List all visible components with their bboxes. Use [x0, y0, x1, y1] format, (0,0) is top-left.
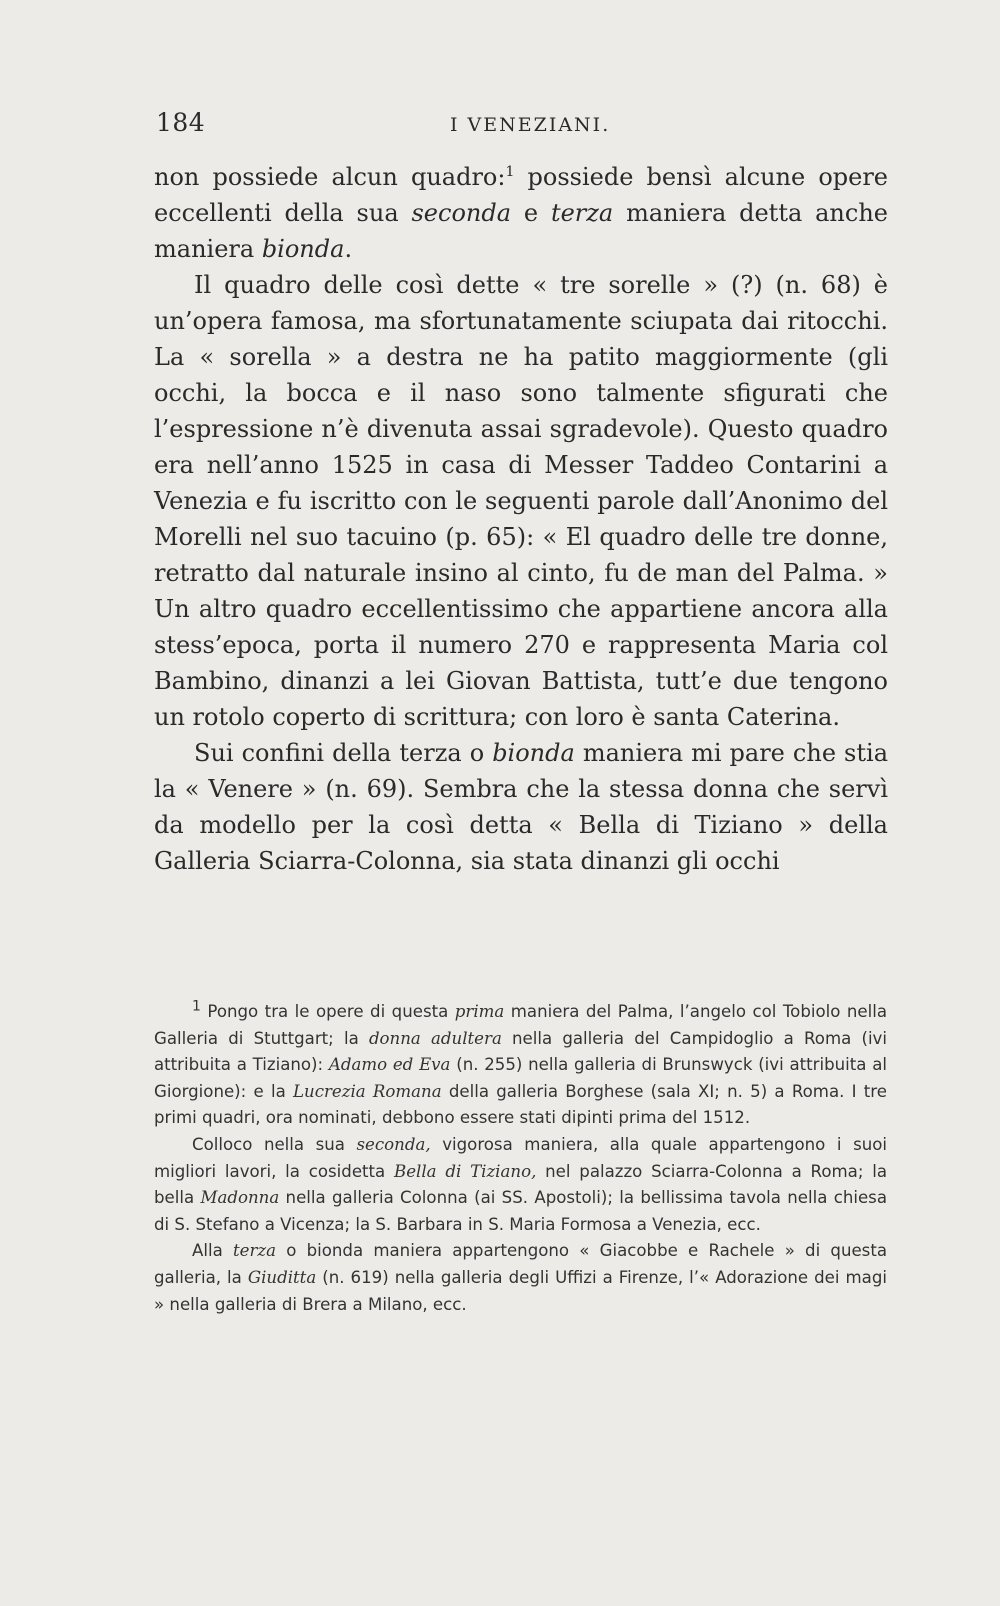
- paragraph: [154, 159, 888, 267]
- text-run: .: [344, 235, 353, 263]
- text-run: Sui confini della terza o: [194, 739, 493, 767]
- footnote-reference: 1: [505, 164, 515, 180]
- footnotes: [154, 999, 887, 1318]
- text-run: della galleria Borghese (sala XI; n. 5) a Roma. I tre primi quadri, ora nominati, debbono essere stati dipinti prima del 1512.: [154, 1081, 887, 1128]
- text-run: Colloco nella sua: [192, 1134, 357, 1154]
- italic-text: Adamo ed Eva: [328, 1055, 451, 1075]
- text-run: vigorosa maniera, alla quale appartengono i suoi migliori lavori, la cosidetta: [154, 1134, 887, 1181]
- text-run: e: [511, 199, 551, 227]
- text-run: o bionda maniera appartengono « Giacobbe e Rachele » di questa galleria, la: [154, 1241, 888, 1287]
- italic-text: prima: [454, 1002, 505, 1021]
- footnote: [154, 999, 887, 1132]
- italic-text: bionda: [261, 235, 345, 263]
- footnote-number: 1: [192, 998, 201, 1015]
- text-run: maniera del Palma, l’angelo col Tobiolo nella Galleria di Stuttgart; la: [154, 1002, 887, 1048]
- page-header: [156, 108, 886, 148]
- text-run: nel palazzo Sciarra-Colonna a Roma; la bella: [154, 1161, 887, 1208]
- text-run: Alla: [192, 1241, 233, 1261]
- text-run: maniera mi pare che stia la « Venere » (n. 69). Sembra che la stessa donna che servì da modello per la così detta « Bella di Tiziano » della Galleria Sciarra-Colonna, sia stata dinanzi gli occhi: [154, 739, 888, 875]
- italic-text: bionda: [492, 739, 575, 767]
- text-run: nella galleria del Campidoglio a Roma (ivi attribuita a Tiziano):: [154, 1028, 887, 1075]
- page-number: 184: [156, 108, 206, 137]
- footnote-continuation: [154, 1132, 887, 1238]
- text-run: nella galleria Colonna (ai SS. Apostoli); la bellissima tavola nella chiesa di S. Stefano a Vicenza; la S. Barbara in S. Maria Formosa a Venezia, ecc.: [154, 1188, 887, 1234]
- italic-text: seconda: [411, 199, 512, 227]
- italic-text: Bella di Tiziano,: [394, 1161, 537, 1181]
- main-text: [154, 159, 888, 879]
- text-run: (n. 619) nella galleria degli Uffizi a Firenze, l’« Adorazione dei magi » nella galleria di Brera a Milano, ecc.: [154, 1267, 887, 1314]
- italic-text: Madonna: [200, 1188, 280, 1208]
- text-run: non possiede alcun quadro:: [154, 163, 506, 191]
- italic-text: seconda,: [356, 1134, 431, 1154]
- italic-text: terza: [550, 199, 614, 227]
- italic-text: terza: [232, 1241, 277, 1261]
- text-run: possiede bensì alcune opere eccellenti della sua: [154, 163, 889, 227]
- paragraph: [154, 735, 888, 879]
- running-title: I VENEZIANI.: [450, 114, 611, 136]
- italic-text: Giuditta: [247, 1267, 317, 1287]
- text-run: Pongo tra le opere di questa: [200, 1002, 455, 1021]
- italic-text: donna adultera: [368, 1028, 502, 1048]
- footnote-continuation: [154, 1238, 887, 1318]
- text-run: maniera detta anche maniera: [154, 199, 888, 263]
- paragraph: Il quadro delle così dette « tre sorelle » (?) (n. 68) è un’opera famosa, ma sfortunatamente sciupata dai ritocchi. La « sorella » a destra ne ha patito maggiormente (gli occhi, la bocca e il naso sono talmente sfigurati che l’espressione n’è divenuta assai sgradevole). Questo quadro era nell’anno 1525 in casa di Messer Taddeo Contarini a Venezia e fu iscritto con le seguenti parole dall’Anonimo del Morelli nel suo tacuino (p. 65): « El quadro delle tre donne, retratto dal naturale insino al cinto, fu de man del Palma. » Un altro quadro eccellentissimo che appartiene ancora alla stess’epoca, porta il numero 270 e rappresenta Maria col Bambino, dinanzi a lei Giovan Battista, tutt’e due tengono un rotolo coperto di scrittura; con loro è santa Caterina.: [154, 271, 888, 731]
- text-run: (n. 255) nella galleria di Brunswyck (ivi attribuita al Giorgione): e la: [154, 1055, 887, 1101]
- italic-text: Lucrezia Romana: [292, 1081, 442, 1101]
